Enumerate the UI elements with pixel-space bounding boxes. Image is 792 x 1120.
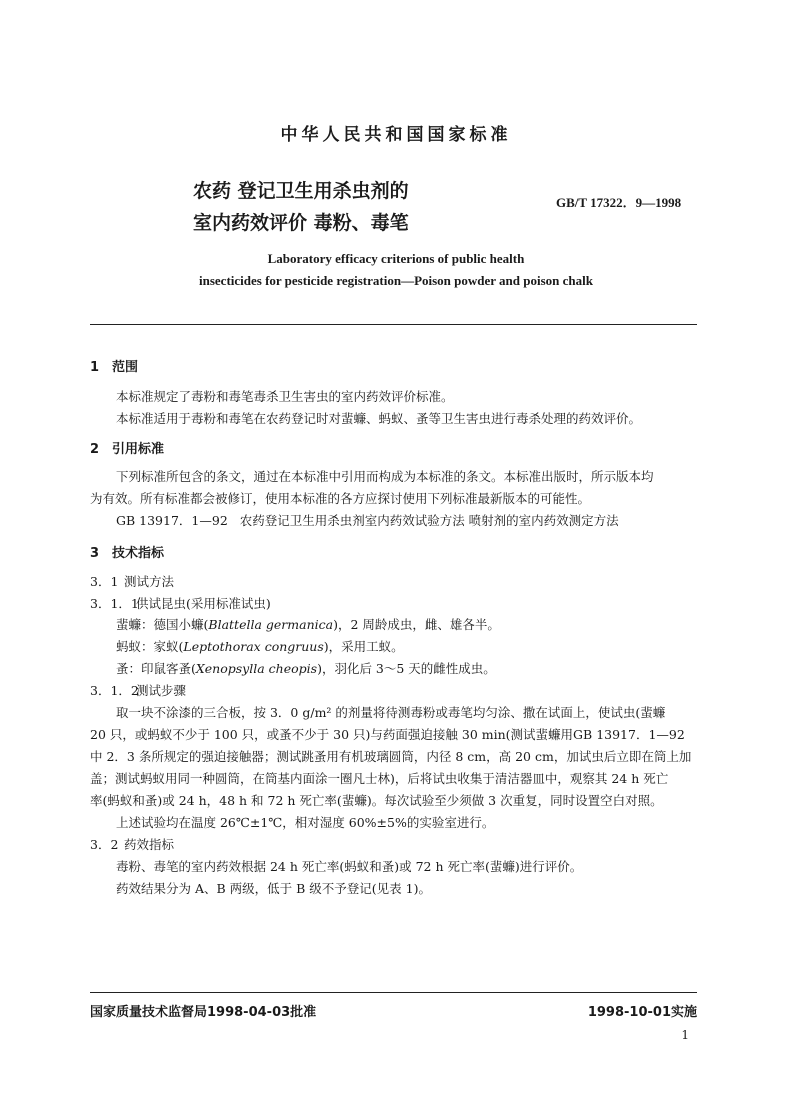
ant-suffix: )，采用工蚁。	[323, 639, 404, 654]
section-title: 引用标准	[112, 442, 165, 457]
section-title: 范围	[112, 360, 139, 375]
section-title: 技术指标	[112, 546, 165, 561]
test-insect-ant	[116, 637, 723, 655]
cockroach-prefix: 蜚蠊：德国小蠊(	[116, 617, 209, 632]
standard-number: GB/T 17322．9—1998	[556, 195, 682, 210]
subsection-title: 药效指标	[124, 837, 175, 852]
section-1-para-1: 本标准规定了毒粉和毒笔毒杀卫生害虫的室内药效评价标准。	[116, 389, 454, 404]
subsection-title: 测试步骤	[136, 683, 187, 698]
flea-latin-name: Xenopsylla cheopis	[195, 661, 318, 676]
subsection-3-1-2-heading	[90, 681, 186, 699]
subsection-title: 测试方法	[124, 574, 175, 589]
section-3-heading	[90, 542, 164, 561]
subsection-number: 3．1	[90, 574, 119, 589]
english-title-line-1: Laboratory efficacy criterions of public health	[267, 251, 525, 266]
reference-code: GB 13917．1—92	[116, 513, 228, 528]
test-procedure-line-3: 中 2．3 条所规定的强迫接触器；测试跳蚤用有机玻璃圆筒，内径 8 cm，高 20 cm，加试虫后立即在筒上加	[90, 749, 692, 764]
subsection-number: 3．1．2	[90, 683, 139, 698]
section-1-heading	[90, 356, 138, 375]
efficacy-index-line-1: 毒粉、毒笔的室内药效根据 24 h 死亡率(蚂蚁和蚤)或 72 h 死亡率(蜚蠊)进行评价。	[116, 859, 583, 874]
subsection-number: 3．1．1	[90, 596, 139, 611]
efficacy-index-line-2: 药效结果分为 A、B 两级，低于 B 级不予登记(见表 1)。	[116, 881, 431, 896]
cockroach-suffix: )，2 周龄成虫，雌、雄各半。	[333, 617, 500, 632]
title-line-1: 农药 登记卫生用杀虫剂的	[193, 180, 409, 202]
section-2-para-line-1: 下列标准所包含的条文，通过在本标准中引用而构成为本标准的条文。本标准出版时，所示版本均	[116, 469, 654, 484]
test-procedure-line-6: 上述试验均在温度 26℃±1℃，相对湿度 60%±5%的实验室进行。	[116, 815, 495, 830]
footer-divider	[90, 992, 697, 993]
implementation-date: 1998-10-01实施	[587, 1005, 697, 1020]
reference-title: 农药登记卫生用杀虫剂室内药效试验方法 喷射剂的室内药效测定方法	[239, 513, 619, 528]
test-insect-flea	[116, 659, 723, 677]
national-standard-heading: 中华人民共和国国家标准	[280, 125, 512, 145]
test-procedure-line-5: 率(蚂蚁和蚤)或 24 h，48 h 和 72 h 死亡率(蜚蠊)。每次试验至少须做 3 次重复，同时设置空白对照。	[90, 793, 663, 808]
section-number: 3	[90, 546, 100, 561]
approval-date: 国家质量技术监督局1998-04-03批准	[90, 1005, 317, 1020]
page-number: 1	[681, 1028, 689, 1042]
header-divider	[90, 324, 697, 325]
section-2-para-line-2: 为有效。所有标准都会被修订，使用本标准的各方应探讨使用下列标准最新版本的可能性。	[90, 491, 591, 506]
flea-suffix: )，羽化后 3～5 天的雌性成虫。	[317, 661, 496, 676]
ant-prefix: 蚂蚁：家蚁(	[116, 639, 184, 654]
subsection-3-1-1-heading	[90, 594, 271, 612]
test-procedure-line-1: 取一块不涂漆的三合板，按 3．0 g/m² 的剂量将待测毒粉或毒笔均匀涂、撒在试面上，使试虫(蜚蠊	[116, 705, 666, 720]
test-procedure-line-2: 20 只，或蚂蚁不少于 100 只，或蚤不少于 30 只)与药面强迫接触 30 min(测试蜚蠊用GB 13917．1—92	[90, 727, 685, 742]
subsection-3-2-heading	[90, 835, 174, 853]
test-procedure-line-4: 盖；测试蚂蚁用同一种圆筒，在筒基内面涂一圈凡士林)，后将试虫收集于清洁器皿中，观察其 24 h 死亡	[90, 771, 669, 786]
flea-prefix: 蚤：印鼠客蚤(	[116, 661, 196, 676]
section-number: 1	[90, 360, 100, 375]
subsection-3-1-heading	[90, 572, 174, 590]
normative-reference	[116, 511, 723, 529]
section-1-para-2: 本标准适用于毒粉和毒笔在农药登记时对蜚蠊、蚂蚁、蚤等卫生害虫进行毒杀处理的药效评价。	[116, 411, 642, 426]
section-2-heading	[90, 438, 164, 457]
subsection-number: 3．2	[90, 837, 119, 852]
english-title-line-2: insecticides for pesticide registration—Poison powder and poison chalk	[199, 273, 593, 288]
ant-latin-name: Leptothorax congruus	[183, 639, 324, 654]
title-line-2: 室内药效评价 毒粉、毒笔	[193, 212, 409, 234]
cockroach-latin-name: Blattella germanica	[208, 617, 334, 632]
subsection-title: 供试昆虫(采用标准试虫)	[136, 596, 271, 611]
test-insect-cockroach	[116, 615, 723, 633]
section-number: 2	[90, 442, 100, 457]
